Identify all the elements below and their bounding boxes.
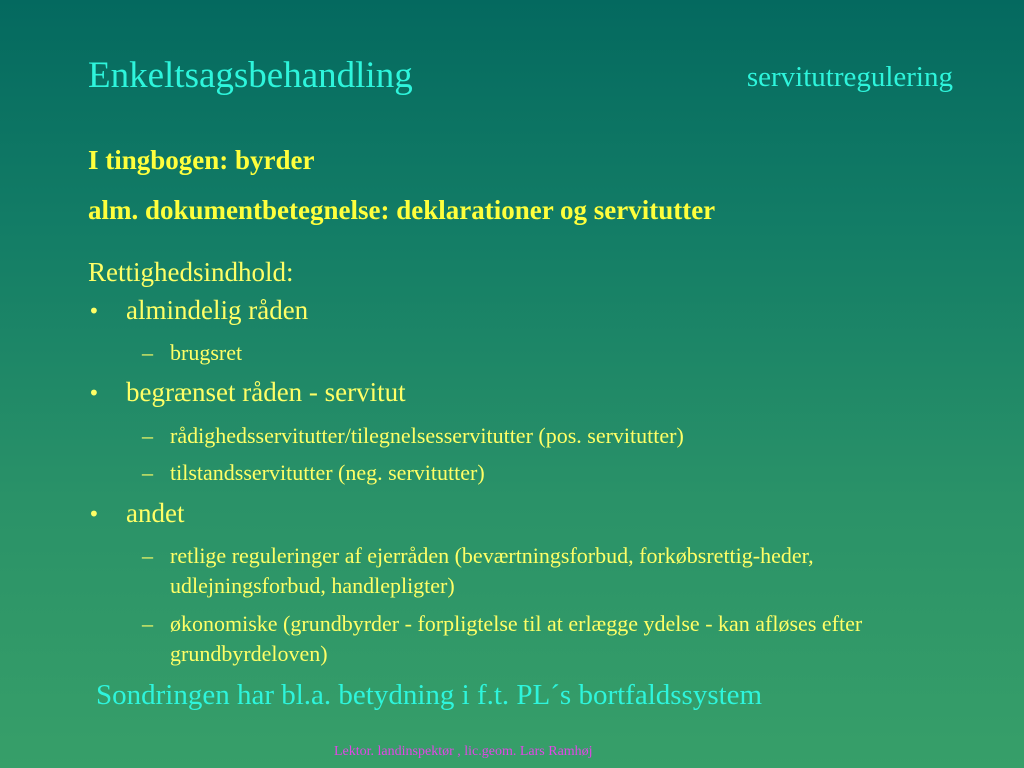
bullet-marker: •: [88, 502, 100, 526]
slide-subtitle: servitutregulering: [746, 61, 953, 93]
statement-text: Sondringen har bl.a. betydning i f.t. PL´s bortfaldssystem: [96, 679, 763, 711]
bullet-text: begrænset råden - servitut: [126, 377, 406, 407]
bullet-marker: •: [88, 299, 100, 323]
author-credit: Lektor. landinspektør , lic.geom. Lars Ramhøj: [334, 744, 593, 759]
slide-title: Enkeltsagsbehandling: [88, 55, 413, 96]
sub-text: brugsret: [170, 340, 243, 365]
heading-dokumentbetegnelse: alm. dokumentbetegnelse: deklarationer og servitutter: [88, 195, 716, 225]
bullet-marker: •: [88, 381, 100, 405]
bullet-text: almindelig råden: [126, 295, 309, 325]
bullet-text: andet: [126, 498, 185, 528]
sub-text: retlige reguleringer af ejerråden (beværtningsforbud, forkøbsrettig-heder, udlejningsforbud, handlepligter): [170, 543, 814, 598]
sub-marker: –: [142, 340, 153, 365]
sub-text: tilstandsservitutter (neg. servitutter): [170, 460, 485, 485]
sub-marker: –: [142, 543, 153, 568]
sub-marker: –: [142, 460, 153, 485]
sub-text: rådighedsservitutter/tilegnelsesservitutter (pos. servitutter): [170, 423, 684, 448]
intro-text: Rettighedsindhold:: [88, 257, 294, 287]
heading-tingbogen: I tingbogen: byrder: [88, 145, 315, 175]
sub-text: økonomiske (grundbyrder - forpligtelse til at erlægge ydelse - kan afløses efter grundbyrdeloven): [170, 611, 863, 666]
sub-marker: –: [142, 423, 153, 448]
sub-marker: –: [142, 611, 153, 636]
